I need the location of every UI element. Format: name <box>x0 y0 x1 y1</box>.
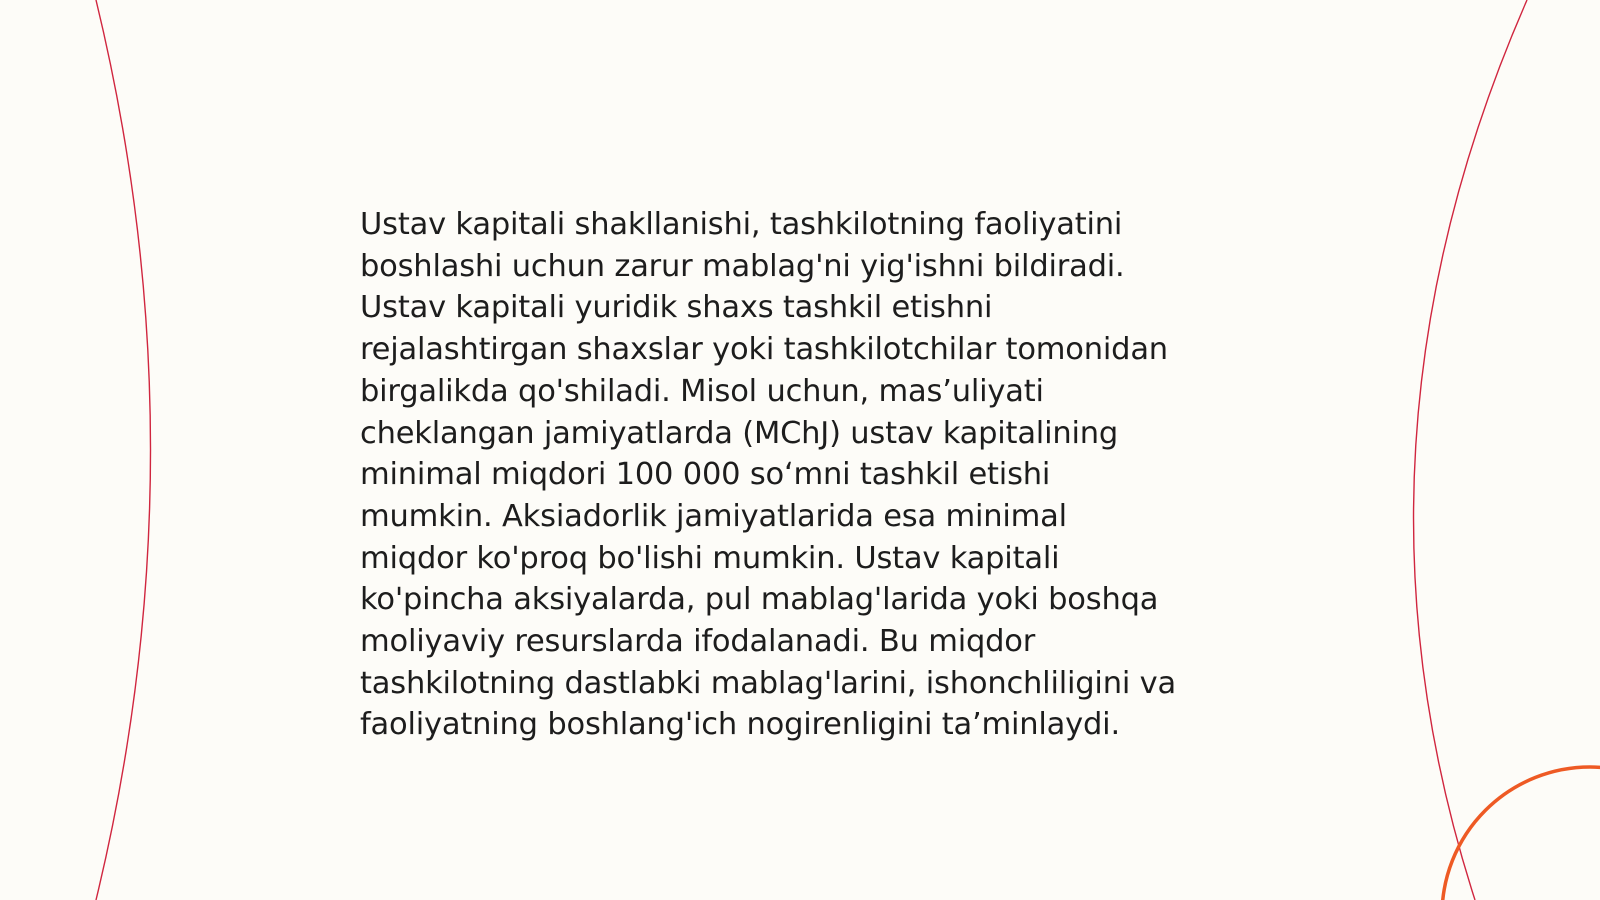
accent-circle <box>1442 767 1600 900</box>
left-arc <box>96 0 151 900</box>
body-paragraph: Ustav kapitali shakllanishi, tashkilotning faoliyatini boshlashi uchun zarur mablag'ni yig'ishni bildiradi. Ustav kapitali yuridik shaxs tashkil etishni rejalashtirgan shaxslar yoki tashkilotchilar tomonidan birgalikda qo'shiladi. Misol uchun, mas’uliyati cheklangan jamiyatlarda (MChJ) ustav kapitalining minimal miqdori 100 000 so‘mni tashkil etishi mumkin. Aksiadorlik jamiyatlarida esa minimal miqdor ko'proq bo'lishi mumkin. Ustav kapitali ko'pincha aksiyalarda, pul mablag'larida yoki boshqa moliyaviy resurslarda ifodalanadi. Bu miqdor tashkilotning dastlabki mablag'larini, ishonchliligini va faoliyatning boshlang'ich nogirenligini ta’minlaydi. <box>360 207 1176 743</box>
right-arc <box>1414 0 1527 900</box>
